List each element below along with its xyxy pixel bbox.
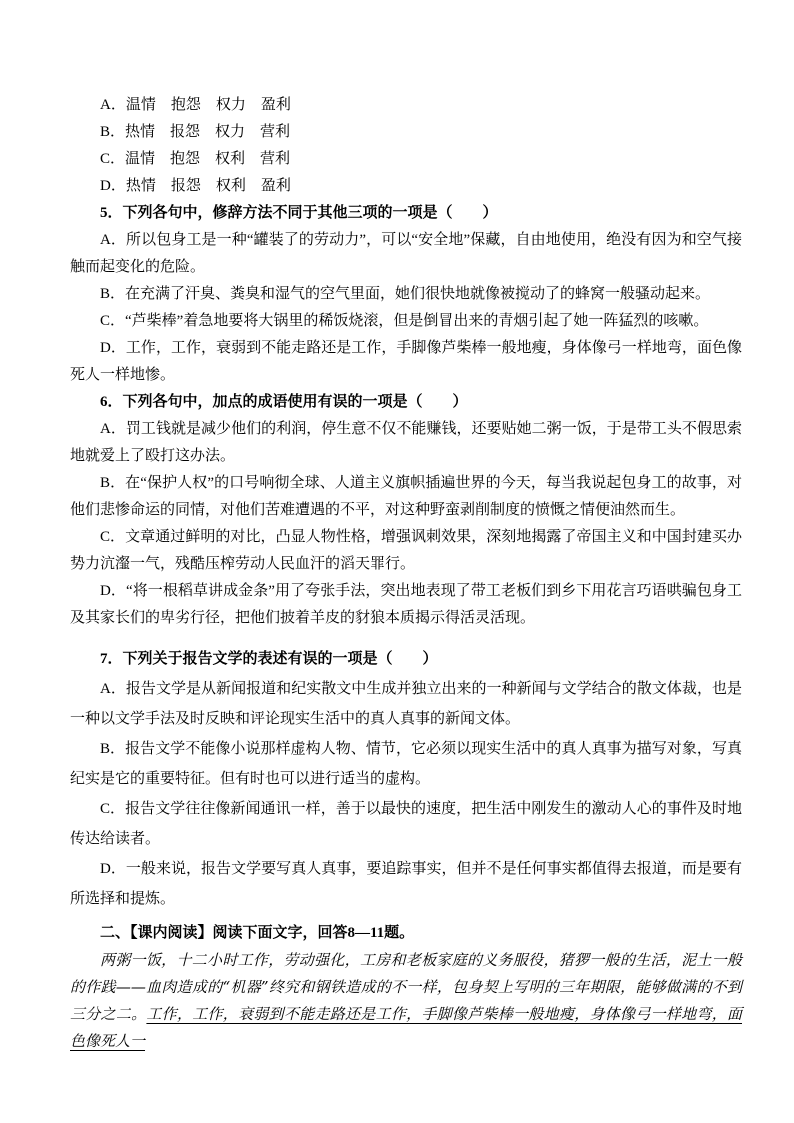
q6-option-b: B．在“保护人权”的口号响彻全球、人道主义旗帜插遍世界的今天，每当我说起包身工的故事，对他们悲惨命运的同情，对他们苦难遭遇的不平，对这种野蛮剥削制度的愤慨之情便油然而生。	[70, 475, 742, 518]
section-questions-4-6	[70, 92, 742, 632]
q7-option-c: C．报告文学往往像新闻通讯一样，善于以最快的速度，把生活中刚发生的激动人心的事件及时地传达给读者。	[70, 801, 742, 847]
q6-option-a: A．罚工钱就是减少他们的利润，停生意不仅不能赚钱，还要贴她二粥一饭，于是带工头不假思索地就爱上了殴打这办法。	[70, 421, 742, 464]
q4-option-a: A．温情 抱怨 权力 盈利	[100, 97, 291, 113]
q7-option-d: D．一般来说，报告文学要写真人真事，要追踪事实，但并不是任何事实都值得去报道，而是要有所选择和提炼。	[70, 861, 742, 907]
reading-passage	[70, 947, 742, 1055]
q7-option-a: A．报告文学是从新闻报道和纪实散文中生成并独立出来的一种新闻与文学结合的散文体裁，也是一种以文学手法及时反映和评论现实生活中的真人真事的新闻文体。	[70, 681, 742, 727]
question-7-title: 7．下列关于报告文学的表述有误的一项是（ ）	[100, 651, 438, 667]
q5-option-b: B．在充满了汗臭、粪臭和湿气的空气里面，她们很快地就像被搅动了的蜂窝一般骚动起来。	[100, 286, 711, 302]
q4-option-c: C．温情 抱怨 权利 营利	[100, 151, 291, 167]
q6-option-c: C．文章通过鲜明的对比，凸显人物性格，增强讽刺效果，深刻地揭露了帝国主义和中国封建买办势力沆瀣一气，残酷压榨劳动人民血汗的滔天罪行。	[70, 529, 742, 572]
q4-option-b: B．热情 报怨 权力 营利	[100, 124, 291, 140]
reading-section-title: 二、【课内阅读】阅读下面文字，回答8—11题。	[100, 925, 415, 941]
section-question-7	[70, 644, 742, 914]
q5-option-a: A．所以包身工是一种“罐装了的劳动力”，可以“安全地”保藏，自由地使用，绝没有因为和空气接触而起变化的危险。	[70, 232, 742, 275]
passage-underlined-text: 工作，工作，衰弱到不能走路还是工作，手脚像芦柴棒一般地瘦，身体像弓一样地弯，面色像死人一	[70, 1005, 742, 1050]
passage-lead-text: 两粥一饭，十二小时工作，劳动强化，工房和老板家庭的义务服役，猪猡一般的生活，泥土一般的作践——血肉造成的“机器”终究和钢铁造成的不一样，包身契上写明的三年期限，能够做满的不到三分之二。	[70, 951, 742, 1023]
q5-option-c: C．“芦柴棒”着急地要将大锅里的稀饭烧滚，但是倒冒出来的青烟引起了她一阵猛烈的咳嗽。	[100, 313, 709, 329]
q7-option-b: B．报告文学不能像小说那样虚构人物、情节，它必须以现实生活中的真人真事为描写对象，写真纪实是它的重要特征。但有时也可以进行适当的虚构。	[70, 741, 742, 787]
q4-option-d: D．热情 报怨 权利 盈利	[100, 178, 291, 194]
q5-option-d: D．工作，工作，衰弱到不能走路还是工作，手脚像芦柴棒一般地瘦，身体像弓一样地弯，面色像死人一样地惨。	[70, 340, 742, 383]
q6-option-d: D．“将一根稻草讲成金条”用了夸张手法，突出地表现了带工老板们到乡下用花言巧语哄骗包身工及其家长们的卑劣行径，把他们披着羊皮的豺狼本质揭示得活灵活现。	[70, 583, 742, 626]
question-6-title: 6．下列各句中，加点的成语使用有误的一项是（ ）	[100, 394, 468, 410]
question-5-title: 5．下列各句中，修辞方法不同于其他三项的一项是（ ）	[100, 205, 498, 221]
section-reading	[70, 920, 742, 1055]
